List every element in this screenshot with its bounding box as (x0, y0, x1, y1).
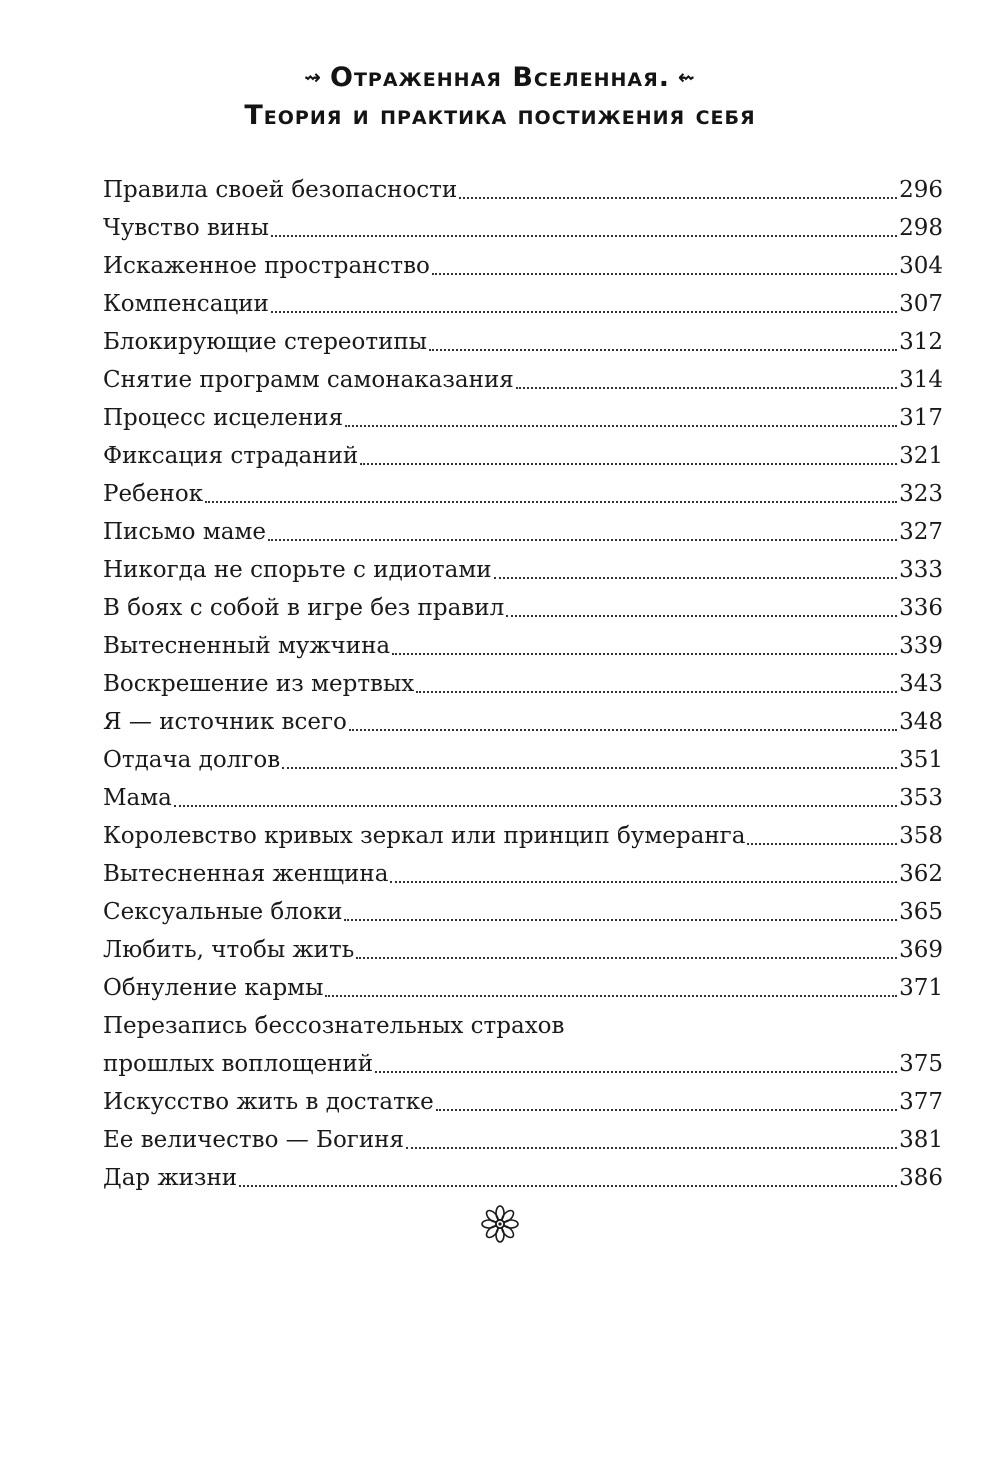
toc-entry-page: 343 (899, 671, 943, 697)
toc-entry-title: Вытесненный мужчина (103, 633, 391, 659)
toc-entry[interactable] (103, 361, 943, 399)
toc-entry-title: Вытесненная женщина (103, 861, 389, 887)
toc-entry-title: Чувство вины (103, 215, 269, 241)
toc-dot-leader (494, 577, 898, 579)
toc-entry-title: Мама (103, 785, 172, 811)
toc-entry-title: Ее величество — Богиня (103, 1127, 405, 1153)
toc-dot-leader (344, 919, 897, 921)
toc-entry-title: Дар жизни (103, 1165, 238, 1191)
toc-dot-leader (282, 767, 897, 769)
toc-entry-page: 333 (899, 557, 943, 583)
toc-entry[interactable] (103, 1121, 943, 1159)
toc-entry-page: 321 (899, 443, 943, 469)
toc-entry-title: Искусство жить в достатке (103, 1089, 434, 1115)
toc-dot-leader (747, 843, 897, 845)
toc-entry-page: 365 (899, 899, 943, 925)
toc-entry-page: 317 (899, 405, 943, 431)
toc-entry[interactable] (103, 475, 943, 513)
toc-entry-first-line[interactable] (103, 1007, 943, 1045)
toc-entry-title: Любить, чтобы жить (103, 937, 355, 963)
toc-entry-page: 296 (899, 177, 943, 203)
toc-entry-page: 358 (899, 823, 943, 849)
toc-dot-leader (356, 957, 897, 959)
toc-dot-leader (432, 273, 897, 275)
toc-entry-page: 323 (899, 481, 943, 507)
toc-entry-page: 304 (899, 253, 943, 279)
toc-dot-leader (392, 653, 897, 655)
toc-dot-leader (516, 387, 897, 389)
toc-entry-title: Ребенок (103, 481, 204, 507)
toc-entry-page: 375 (899, 1051, 943, 1077)
toc-entry[interactable] (103, 779, 943, 817)
toc-entry-title: Процесс исцеления (103, 405, 344, 431)
toc-dot-leader (429, 349, 897, 351)
toc-entry-title: Правила своей безопасности (103, 177, 458, 203)
running-header (0, 58, 1000, 135)
toc-entry[interactable] (103, 247, 943, 285)
toc-entry-page: 377 (899, 1089, 943, 1115)
toc-entry[interactable] (103, 627, 943, 665)
toc-entry-title: Письмо маме (103, 519, 266, 545)
toc-dot-leader (174, 805, 897, 807)
toc-dot-leader (325, 995, 897, 997)
toc-dot-leader (436, 1109, 897, 1111)
toc-entry-page: 336 (899, 595, 943, 621)
toc-entry-title: В боях с собой в игре без правил (103, 595, 505, 621)
toc-entry-page: 339 (899, 633, 943, 659)
toc-dot-leader (506, 615, 897, 617)
toc-entry[interactable] (103, 513, 943, 551)
toc-entry-title: Никогда не спорьте с идиотами (103, 557, 492, 583)
toc-entry[interactable] (103, 551, 943, 589)
toc-dot-leader (345, 425, 897, 427)
toc-dot-leader (271, 235, 897, 237)
toc-entry-page: 351 (899, 747, 943, 773)
toc-entry-page: 362 (899, 861, 943, 887)
toc-entry-title: Отдача долгов (103, 747, 281, 773)
toc-entry-title: Блокирующие стереотипы (103, 329, 428, 355)
toc-entry-page: 353 (899, 785, 943, 811)
toc-entry[interactable] (103, 285, 943, 323)
toc-dot-leader (268, 539, 897, 541)
toc-entry-title-line1: Перезапись бессознательных страхов (103, 1013, 565, 1039)
toc-entry[interactable] (103, 741, 943, 779)
header-line-1 (0, 58, 1000, 97)
toc-dot-leader (349, 729, 897, 731)
toc-entry-page: 314 (899, 367, 943, 393)
toc-entry[interactable] (103, 323, 943, 361)
header-subtitle: Теория и практика постижения себя (244, 100, 756, 131)
toc-dot-leader (205, 501, 897, 503)
toc-entry-title: Обнуление кармы (103, 975, 324, 1001)
toc-entry-page: 386 (899, 1165, 943, 1191)
toc-dot-leader (390, 881, 897, 883)
toc-entry-title: Искаженное пространство (103, 253, 430, 279)
toc-entry[interactable] (103, 703, 943, 741)
toc-entry[interactable] (103, 855, 943, 893)
toc-entry[interactable] (103, 969, 943, 1007)
toc-entry-page: 371 (899, 975, 943, 1001)
toc-entry-page: 307 (899, 291, 943, 317)
toc-entry[interactable] (103, 209, 943, 247)
toc-entry-title: Королевство кривых зеркал или принцип бумеранга (103, 823, 746, 849)
toc-entry[interactable] (103, 1083, 943, 1121)
toc-entry-title: Я — источник всего (103, 709, 347, 735)
toc-dot-leader (416, 691, 897, 693)
toc-entry[interactable] (103, 1159, 943, 1197)
toc-dot-leader (375, 1071, 897, 1073)
toc-entry[interactable] (103, 893, 943, 931)
table-of-contents (103, 171, 943, 1197)
toc-entry-page: 327 (899, 519, 943, 545)
toc-entry[interactable] (103, 171, 943, 209)
toc-entry-page: 381 (899, 1127, 943, 1153)
header-title: Отраженная Вселенная. (330, 62, 670, 93)
toc-entry[interactable] (103, 665, 943, 703)
toc-entry[interactable] (103, 399, 943, 437)
toc-entry-page: 348 (899, 709, 943, 735)
toc-entry-page: 312 (899, 329, 943, 355)
toc-dot-leader (271, 311, 897, 313)
toc-entry-page: 298 (899, 215, 943, 241)
toc-entry[interactable] (103, 931, 943, 969)
toc-dot-leader (459, 197, 897, 199)
toc-entry-title: Воскрешение из мертвых (103, 671, 415, 697)
toc-entry[interactable] (103, 589, 943, 627)
toc-entry-title: Компенсации (103, 291, 269, 317)
toc-entry-title: прошлых воплощений (103, 1051, 374, 1077)
end-ornament (0, 1204, 1000, 1248)
toc-entry-page: 369 (899, 937, 943, 963)
flower-ornament-icon (480, 1204, 520, 1244)
toc-entry-title: Снятие программ самонаказания (103, 367, 514, 393)
arrow-right-ornament-icon: ⇝ (304, 65, 322, 89)
toc-entry[interactable] (103, 817, 943, 855)
arrow-left-ornament-icon: ⇜ (677, 65, 696, 89)
header-line-2 (0, 97, 1000, 135)
toc-entry-title: Фиксация страданий (103, 443, 359, 469)
toc-dot-leader (406, 1147, 897, 1149)
toc-entry-title: Сексуальные блоки (103, 899, 343, 925)
toc-dot-leader (360, 463, 897, 465)
toc-entry[interactable] (103, 437, 943, 475)
toc-dot-leader (239, 1185, 897, 1187)
toc-entry[interactable] (103, 1045, 943, 1083)
